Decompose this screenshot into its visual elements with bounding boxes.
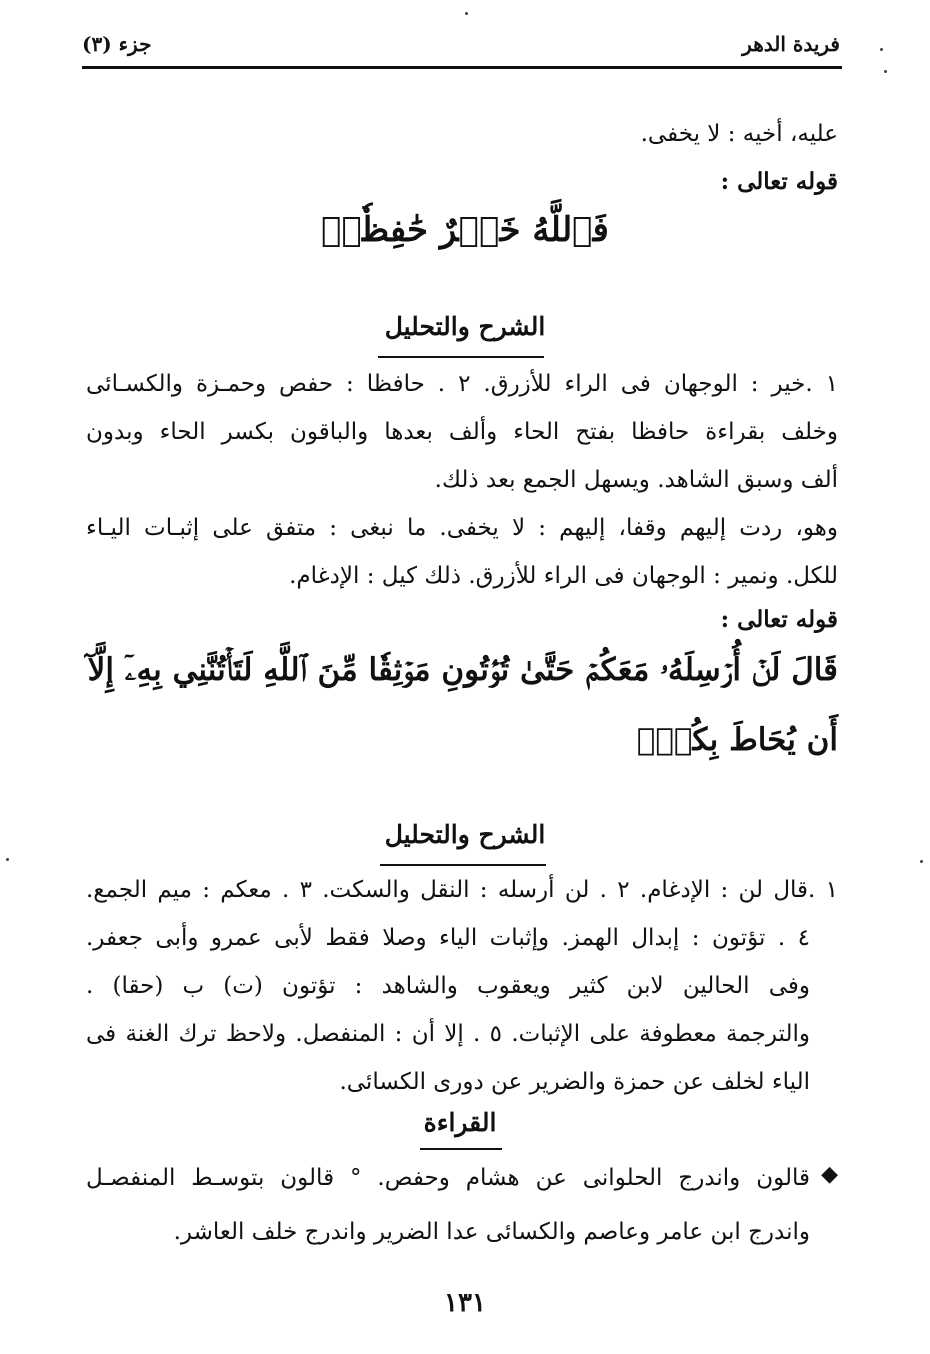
qawluhu-label-2: قوله تعالى : [720,606,838,633]
heading-qiraah: القراءة [423,1108,497,1137]
part-label: جزء (٣) [82,32,152,56]
sharh1-line-3: ألف وسبق الشاهد. ويسهل الجمع بعد ذلك. [434,467,838,493]
scan-speck [6,858,9,861]
ayah-2-line-1: قَالَ لَنۡ أُرۡسِلَهُۥ مَعَكُمۡ حَتَّىٰ تُؤۡتُونِ مَوۡثِقٗا مِّنَ ٱللَّهِ لَتَأۡتُنَّنِي بِهِۦٓ إِلَّآ [87,652,838,688]
intro-line: عليه، أخيه : لا يخفى. [640,121,838,147]
scan-speck [880,48,883,51]
sharh1-line-5: للكل. ونمير : الوجهان فى الراء للأزرق. ذلك كيل : الإدغام. [289,563,838,589]
heading-underline-3 [420,1148,502,1150]
sharh2-line-2: ٤ . تؤتون : إبدال الهمز. وإثبات الياء وصلا فقط لأبى عمرو وأبى جعفر. [86,925,810,951]
header-rule [82,66,842,69]
scan-speck [884,70,887,73]
qawluhu-label-1: قوله تعالى : [720,168,838,195]
heading-underline-2 [380,864,546,866]
scan-speck [920,860,923,863]
page-number: ١٣١ [444,1288,486,1318]
heading-sharh-1: الشرح والتحليل [384,312,546,341]
heading-sharh-2: الشرح والتحليل [384,820,546,849]
running-header [82,28,840,64]
book-title: فريدة الدهر [742,32,840,56]
sharh1-line-1: ١ .خير : الوجهان فى الراء للأزرق. ٢ . حافظا : حفص وحمـزة والكسـائى [86,371,838,397]
ayah-2-line-2: أَن يُحَاطَ بِكُمۡۖ [636,722,838,758]
heading-underline-1 [378,356,544,358]
sharh2-line-1: ١ .قال لن : الإدغام. ٢ . لن أرسله : النقل والسكت. ٣ . معكم : ميم الجمع. [86,877,839,903]
sharh1-line-2: وخلف بقراءة حافظا بفتح الحاء وألف بعدها والباقون بكسر الحاء وبدون [86,419,838,445]
sharh2-line-5: الياء لخلف عن حمزة والضرير عن دورى الكسائى. [339,1069,810,1095]
ayah-1: فَٱللَّهُ خَيۡرٌ حَٰفِظٗاۖ [321,210,609,250]
qiraah-line-1: قالون واندرج الحلوانى عن هشام وحفص. ° قالون بتوسـط المنفصـل [86,1165,810,1191]
scan-speck [465,12,468,15]
sharh2-line-4: والترجمة معطوفة على الإثبات. ٥ . إلا أن : المنفصل. ولاحظ ترك الغنة فى [86,1021,810,1047]
sharh2-line-3: وفى الحالين لابن كثير ويعقوب والشاهد : تؤتون (ت) ب (حقا) . [86,973,810,999]
qiraah-line-2: واندرج ابن عامر وعاصم والكسائى عدا الضرير واندرج خلف العاشر. [173,1219,810,1245]
sharh1-line-4: وهو، ردت إليهم وقفا، إليهم : لا يخفى. ما نبغى : متفق على إثبـات اليـاء [86,515,838,541]
diamond-bullet-icon: ◆ [821,1162,838,1187]
